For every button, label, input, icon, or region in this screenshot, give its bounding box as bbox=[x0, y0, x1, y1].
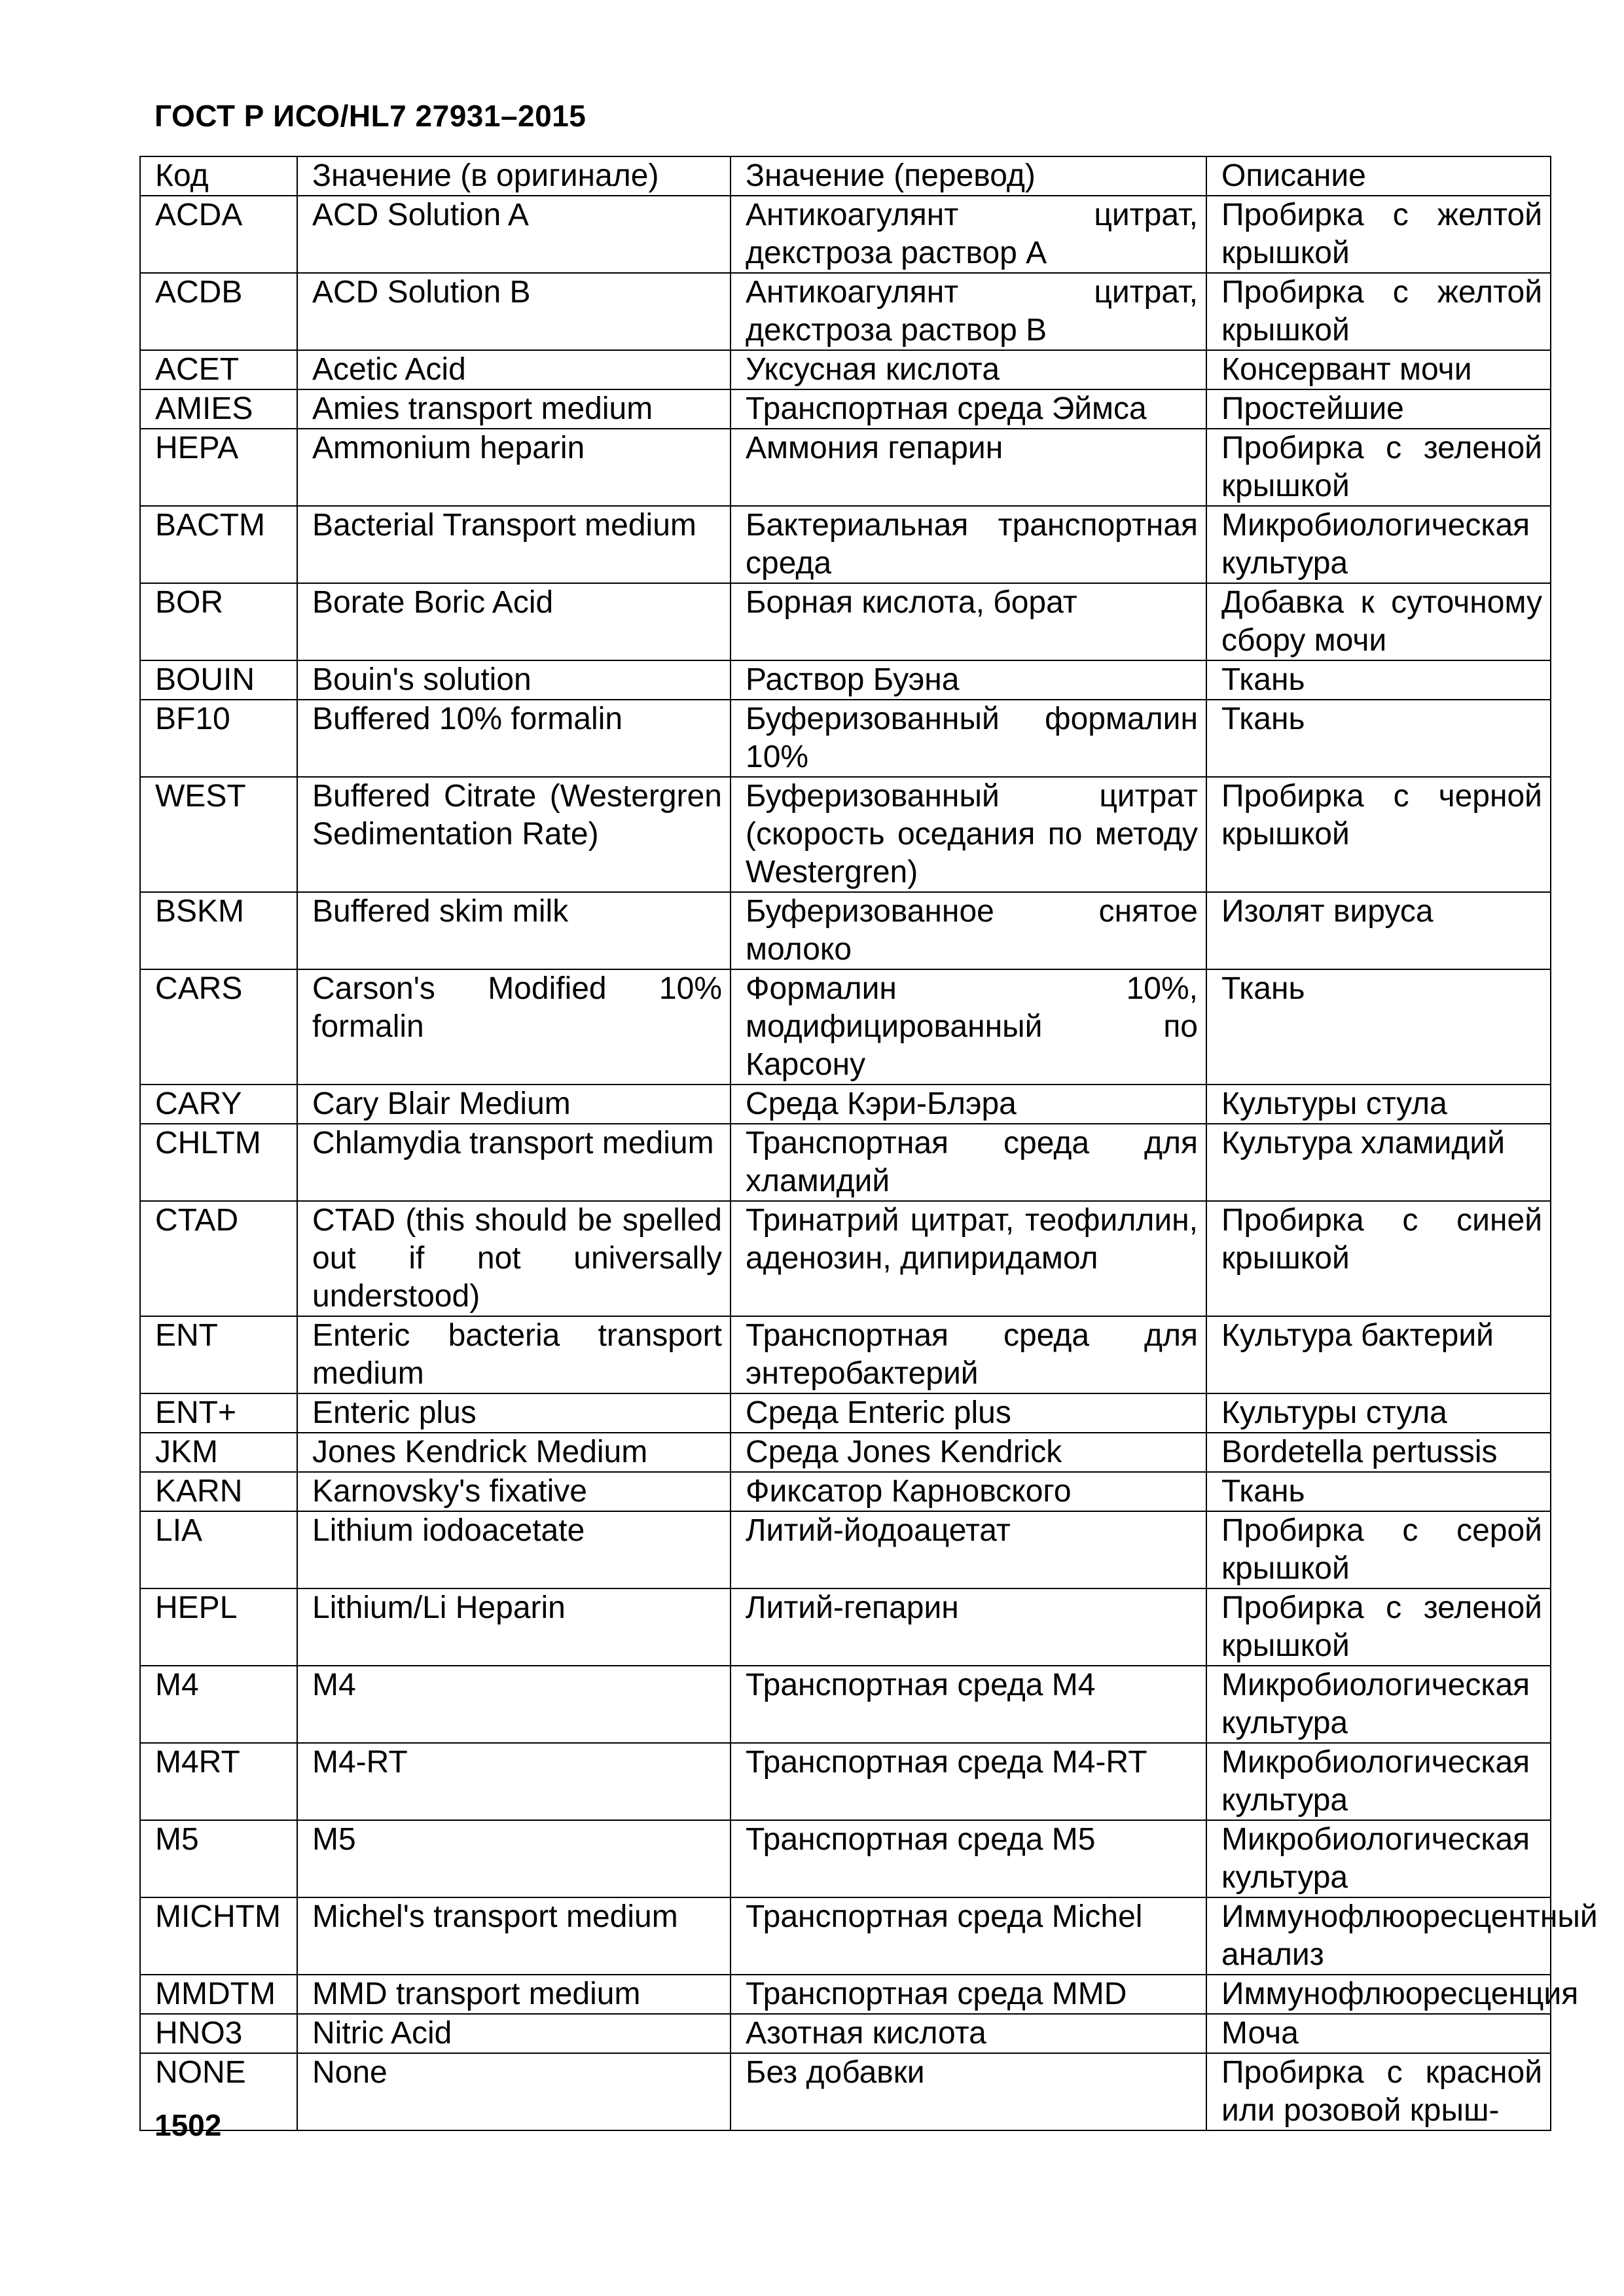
cell-translated-value: Формалин 10%, модифицированный по Карсону bbox=[731, 969, 1206, 1085]
cell-translated-value: Борная кислота, борат bbox=[731, 583, 1206, 660]
cell-code: BOR bbox=[140, 583, 297, 660]
cell-original-value: Bacterial Transport medium bbox=[297, 506, 731, 583]
cell-original-value: Enteric bacteria transport medium bbox=[297, 1316, 731, 1393]
cell-code: BACTM bbox=[140, 506, 297, 583]
cell-original-value: Lithium iodoacetate bbox=[297, 1511, 731, 1588]
cell-description: Иммунофлюоресценция bbox=[1206, 1975, 1551, 2014]
cell-original-value: Karnovsky's fixative bbox=[297, 1472, 731, 1511]
table-row bbox=[140, 777, 1551, 892]
cell-code: ENT bbox=[140, 1316, 297, 1393]
cell-description: Простейшие bbox=[1206, 389, 1551, 429]
table-row bbox=[140, 1201, 1551, 1316]
cell-code: CTAD bbox=[140, 1201, 297, 1316]
column-header-description: Описание bbox=[1206, 156, 1551, 196]
table-row bbox=[140, 700, 1551, 777]
cell-description: Культуры стула bbox=[1206, 1085, 1551, 1124]
cell-code: ACDA bbox=[140, 196, 297, 273]
cell-description: Ткань bbox=[1206, 700, 1551, 777]
cell-description: Микробиологическая культура bbox=[1206, 1820, 1551, 1897]
cell-description: Культуры стула bbox=[1206, 1393, 1551, 1433]
cell-translated-value: Транспортная среда для хламидий bbox=[731, 1124, 1206, 1201]
cell-original-value: Nitric Acid bbox=[297, 2014, 731, 2053]
cell-translated-value: Транспортная среда Michel bbox=[731, 1897, 1206, 1975]
additive-codes-table bbox=[139, 156, 1598, 2131]
cell-original-value: Borate Boric Acid bbox=[297, 583, 731, 660]
cell-translated-value: Литий-йодоацетат bbox=[731, 1511, 1206, 1588]
cell-code: M5 bbox=[140, 1820, 297, 1897]
cell-original-value: Michel's transport medium bbox=[297, 1897, 731, 1975]
table-row bbox=[140, 196, 1551, 273]
cell-original-value: Buffered skim milk bbox=[297, 892, 731, 969]
cell-code: MMDTM bbox=[140, 1975, 297, 2014]
table-row bbox=[140, 273, 1551, 350]
cell-original-value: Amies transport medium bbox=[297, 389, 731, 429]
cell-original-value: M5 bbox=[297, 1820, 731, 1897]
cell-code: BF10 bbox=[140, 700, 297, 777]
cell-description: Иммунофлюоресцентный анализ bbox=[1206, 1897, 1551, 1975]
cell-code: BOUIN bbox=[140, 660, 297, 700]
cell-original-value: Buffered 10% formalin bbox=[297, 700, 731, 777]
table-row bbox=[140, 1666, 1551, 1743]
cell-code: HEPA bbox=[140, 429, 297, 506]
page-number: 1502 bbox=[154, 2108, 222, 2142]
cell-translated-value: Транспортная среда М4-RT bbox=[731, 1743, 1206, 1820]
cell-translated-value: Тринатрий цитрат, теофиллин, аденозин, дипиридамол bbox=[731, 1201, 1206, 1316]
cell-translated-value: Буферизованный формалин 10% bbox=[731, 700, 1206, 777]
cell-original-value: Jones Kendrick Medium bbox=[297, 1433, 731, 1472]
cell-description: Пробирка с черной крышкой bbox=[1206, 777, 1551, 892]
table-row bbox=[140, 1316, 1551, 1393]
cell-description: Ткань bbox=[1206, 969, 1551, 1085]
cell-code: M4RT bbox=[140, 1743, 297, 1820]
table-body bbox=[140, 196, 1598, 2130]
cell-translated-value: Транспортная среда MMD bbox=[731, 1975, 1206, 2014]
table-row bbox=[140, 1743, 1551, 1820]
cell-description: Консервант мочи bbox=[1206, 350, 1551, 389]
cell-description: Ткань bbox=[1206, 660, 1551, 700]
cell-original-value: ACD Solution B bbox=[297, 273, 731, 350]
cell-description: Пробирка с красной или розовой крыш- bbox=[1206, 2053, 1551, 2130]
cell-translated-value: Среда Jones Kendrick bbox=[731, 1433, 1206, 1472]
cell-translated-value: Среда Enteric plus bbox=[731, 1393, 1206, 1433]
table-row bbox=[140, 1975, 1551, 2014]
cell-code: ENT+ bbox=[140, 1393, 297, 1433]
cell-code: BSKM bbox=[140, 892, 297, 969]
table-row bbox=[140, 660, 1551, 700]
cell-description: Изолят вируса bbox=[1206, 892, 1551, 969]
cell-translated-value: Антикоагулянт цитрат, декстроза раствор А bbox=[731, 196, 1206, 273]
table-row bbox=[140, 892, 1551, 969]
cell-translated-value: Раствор Буэна bbox=[731, 660, 1206, 700]
cell-translated-value: Без добавки bbox=[731, 2053, 1206, 2130]
cell-code: KARN bbox=[140, 1472, 297, 1511]
cell-translated-value: Аммония гепарин bbox=[731, 429, 1206, 506]
table-row bbox=[140, 350, 1551, 389]
cell-description: Ткань bbox=[1206, 1472, 1551, 1511]
table-row bbox=[140, 1085, 1551, 1124]
cell-original-value: Lithium/Li Heparin bbox=[297, 1588, 731, 1666]
table-row bbox=[140, 2014, 1551, 2053]
table-row bbox=[140, 429, 1551, 506]
cell-code: M4 bbox=[140, 1666, 297, 1743]
cell-code: WEST bbox=[140, 777, 297, 892]
cell-description: Добавка к суточному сбору мочи bbox=[1206, 583, 1551, 660]
cell-description: Моча bbox=[1206, 2014, 1551, 2053]
cell-original-value: M4-RT bbox=[297, 1743, 731, 1820]
cell-description: Культура хламидий bbox=[1206, 1124, 1551, 1201]
column-header-translation: Значение (перевод) bbox=[731, 156, 1206, 196]
cell-original-value: None bbox=[297, 2053, 731, 2130]
cell-original-value: CTAD (this should be spelled out if not universally understood) bbox=[297, 1201, 731, 1316]
table-header bbox=[140, 156, 1551, 196]
cell-code: HEPL bbox=[140, 1588, 297, 1666]
document-header: ГОСТ Р ИСО/HL7 27931–2015 bbox=[154, 99, 586, 133]
cell-description: Пробирка с желтой крышкой bbox=[1206, 196, 1551, 273]
cell-code: ACET bbox=[140, 350, 297, 389]
cell-translated-value: Антикоагулянт цитрат, декстроза раствор В bbox=[731, 273, 1206, 350]
table-row bbox=[140, 1472, 1551, 1511]
cell-description: Bordetella pertussis bbox=[1206, 1433, 1551, 1472]
table-row bbox=[140, 1820, 1551, 1897]
cell-description: Пробирка с зеленой крышкой bbox=[1206, 429, 1551, 506]
cell-code: CARS bbox=[140, 969, 297, 1085]
table-row bbox=[140, 389, 1551, 429]
cell-description: Микробиологическая культура bbox=[1206, 1743, 1551, 1820]
cell-description: Культура бактерий bbox=[1206, 1316, 1551, 1393]
cell-original-value: Enteric plus bbox=[297, 1393, 731, 1433]
cell-description: Пробирка с серой крышкой bbox=[1206, 1511, 1551, 1588]
cell-original-value: Acetic Acid bbox=[297, 350, 731, 389]
table-row bbox=[140, 1393, 1551, 1433]
cell-translated-value: Литий-гепарин bbox=[731, 1588, 1206, 1666]
table-row bbox=[140, 1511, 1551, 1588]
cell-original-value: Buffered Citrate (Westergren Sedimentation Rate) bbox=[297, 777, 731, 892]
cell-translated-value: Буферизованный цитрат (скорость оседания по методу Westergren) bbox=[731, 777, 1206, 892]
cell-original-value: MMD transport medium bbox=[297, 1975, 731, 2014]
cell-translated-value: Транспортная среда для энтеробактерий bbox=[731, 1316, 1206, 1393]
table-row bbox=[140, 506, 1551, 583]
cell-translated-value: Уксусная кислота bbox=[731, 350, 1206, 389]
cell-translated-value: Азотная кислота bbox=[731, 2014, 1206, 2053]
table-row bbox=[140, 969, 1551, 1085]
column-header-code: Код bbox=[140, 156, 297, 196]
table-row bbox=[140, 1124, 1551, 1201]
cell-translated-value: Транспортная среда М4 bbox=[731, 1666, 1206, 1743]
cell-description: Пробирка с желтой крышкой bbox=[1206, 273, 1551, 350]
table-row bbox=[140, 583, 1551, 660]
cell-original-value: Carson's Modified 10% formalin bbox=[297, 969, 731, 1085]
cell-translated-value: Среда Кэри-Блэра bbox=[731, 1085, 1206, 1124]
cell-code: MICHTM bbox=[140, 1897, 297, 1975]
table-row bbox=[140, 1897, 1551, 1975]
table-row bbox=[140, 1588, 1551, 1666]
cell-description: Микробиологическая культура bbox=[1206, 1666, 1551, 1743]
cell-original-value: Chlamydia transport medium bbox=[297, 1124, 731, 1201]
table-header-row bbox=[140, 156, 1551, 196]
cell-code: LIA bbox=[140, 1511, 297, 1588]
column-header-original: Значение (в оригинале) bbox=[297, 156, 731, 196]
cell-description: Пробирка с синей крышкой bbox=[1206, 1201, 1551, 1316]
table-row bbox=[140, 1433, 1551, 1472]
cell-original-value: Cary Blair Medium bbox=[297, 1085, 731, 1124]
cell-translated-value: Транспортная среда М5 bbox=[731, 1820, 1206, 1897]
cell-translated-value: Буферизованное снятое молоко bbox=[731, 892, 1206, 969]
cell-code: CHLTM bbox=[140, 1124, 297, 1201]
cell-code: NONE bbox=[140, 2053, 297, 2130]
cell-code: AMIES bbox=[140, 389, 297, 429]
cell-code: ACDB bbox=[140, 273, 297, 350]
cell-original-value: Bouin's solution bbox=[297, 660, 731, 700]
cell-original-value: M4 bbox=[297, 1666, 731, 1743]
cell-original-value: ACD Solution A bbox=[297, 196, 731, 273]
cell-translated-value: Фиксатор Карновского bbox=[731, 1472, 1206, 1511]
cell-code: HNO3 bbox=[140, 2014, 297, 2053]
cell-code: JKM bbox=[140, 1433, 297, 1472]
cell-description: Пробирка с зеленой крышкой bbox=[1206, 1588, 1551, 1666]
cell-original-value: Ammonium heparin bbox=[297, 429, 731, 506]
cell-translated-value: Транспортная среда Эймса bbox=[731, 389, 1206, 429]
cell-description: Микробиологическая культура bbox=[1206, 506, 1551, 583]
table-row bbox=[140, 2053, 1551, 2130]
cell-translated-value: Бактериальная транспортная среда bbox=[731, 506, 1206, 583]
cell-code: CARY bbox=[140, 1085, 297, 1124]
